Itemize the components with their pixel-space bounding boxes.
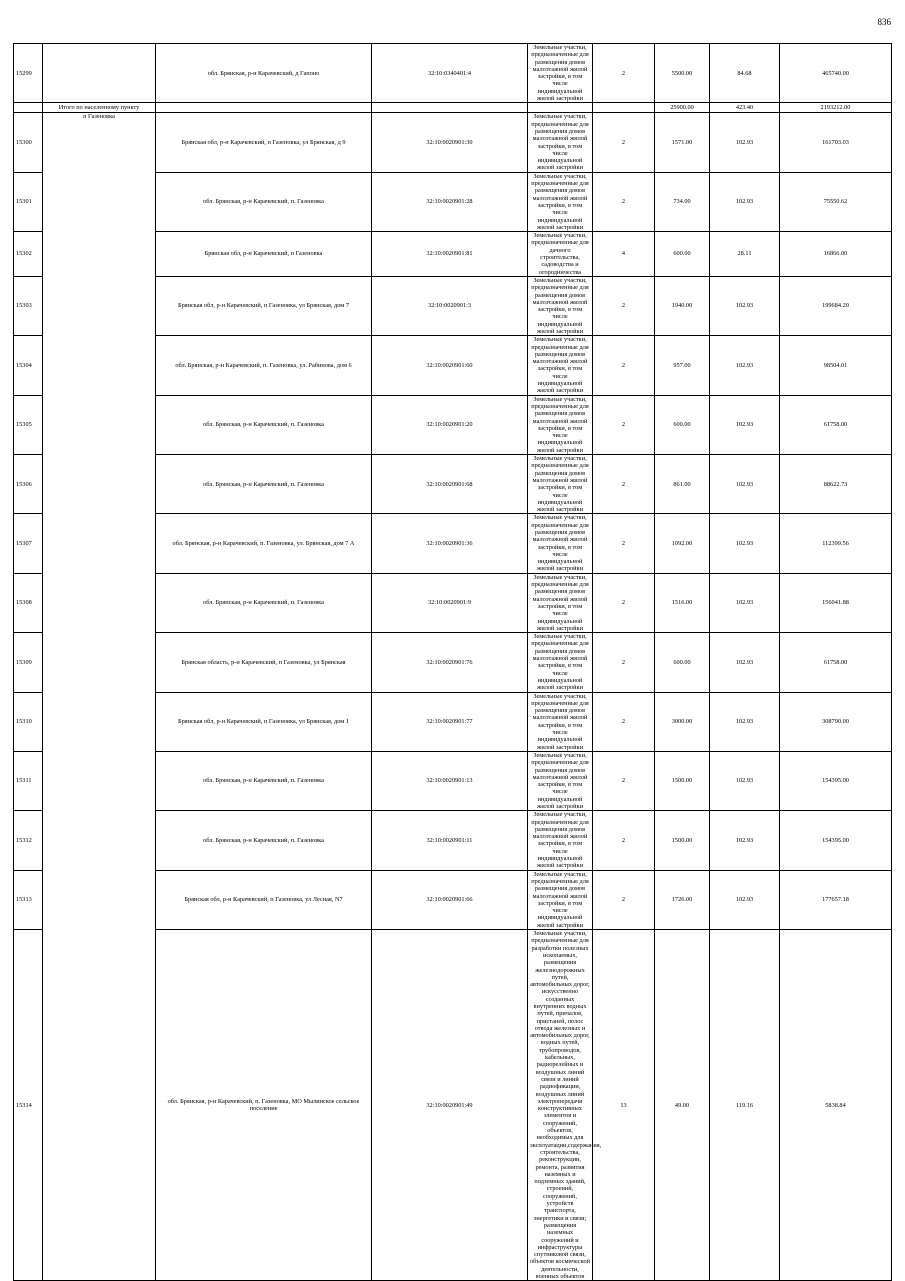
area-cell: 1516.00 [655,573,710,632]
address-cell: обл. Брянская, р-н Карачевский, п. Газеновка [156,751,372,810]
cadastral-number-cell: 32:10:0020901:20 [372,395,528,454]
row-number: 15314 [14,930,43,1281]
page-number: 836 [877,17,891,27]
land-use-cell: Земельные участки, предназначенные для размещения домов малоэтажной жилой застройки, в том числе индивидуальной жилой застройки [528,44,593,103]
area-cell: 600.00 [655,633,710,692]
area-cell: 734.00 [655,172,710,231]
group-cell: 2 [593,455,655,514]
address-cell: обл. Брянская, р-н Карачевский, п. Газеновка, ул. Рабинова, дом 6 [156,336,372,395]
address-cell: Брянская обл, р-н Карачевский, п Газеновка, ул Брянская, д 9 [156,113,372,172]
value-cell: 61758.00 [780,633,892,692]
address-cell: Брянская область, р-н Карачевский, п Газеновка, ул Брянская [156,633,372,692]
cadastral-number-cell: 32:10:0020901:81 [372,232,528,277]
land-use-cell: Земельные участки, предназначенные для размещения домов малоэтажной жилой застройки, в том числе индивидуальной жилой застройки [528,692,593,751]
cadastral-value-table [13,43,892,1281]
locality-cell [43,44,156,103]
area-cell: 861.00 [655,455,710,514]
rate-cell: 102.93 [710,573,780,632]
row-number: 15312 [14,811,43,870]
group-cell: 2 [593,870,655,929]
row-number: 15307 [14,514,43,573]
locality-label: п Газеновка [43,113,156,1281]
row-number: 15304 [14,336,43,395]
address-cell: обл. Брянская, р-н Карачевский, д Гапоно [156,44,372,103]
rate-cell: 102.93 [710,395,780,454]
area-cell: 1500.00 [655,811,710,870]
group-cell: 2 [593,276,655,335]
table-row [14,113,892,172]
address-cell: Брянская обл, р-н Карачевский, п Газеновка, ул Брянская, дом 7 [156,276,372,335]
total-area: 25900.00 [655,103,710,113]
group-cell: 2 [593,751,655,810]
total-spacer [14,103,43,113]
rate-cell: 119.16 [710,930,780,1281]
address-cell: обл. Брянская, р-н Карачевский, п. Газеновка [156,172,372,231]
land-use-cell: Земельные участки, предназначенные для размещения домов малоэтажной жилой застройки, в том числе индивидуальной жилой застройки [528,751,593,810]
value-cell: 308790.00 [780,692,892,751]
cadastral-number-cell: 32:10:0020901:30 [372,113,528,172]
row-number: 15308 [14,573,43,632]
land-use-cell: Земельные участки, предназначенные для разработки полезных ископаемых, размещения железнодорожных путей, автомобильных дорог, искусственно созданных внутренних водных путей, причалов, пристаней, полос отвода железных и автомобильных дорог, водных путей, трубопроводов, кабельных, радиорелейных и воздушных линий связи и линий радиофикации, воздушных линий электропередачи конструктивных элементов и сооружений, объектов, необходимых для эксплуатации,содержания, строительства, реконструкции, ремонта, развития наземных и подземных зданий, строений, сооружений, устройств транспорта, энергетики и связи; размещения наземных сооружений и инфраструктуры спутниковой связи, объектов космической деятельности, военных объектов [528,930,593,1281]
row-number: 15309 [14,633,43,692]
value-cell: 75550.62 [780,172,892,231]
cadastral-number-cell: 32:10:0020901:68 [372,455,528,514]
value-cell: 154395.00 [780,811,892,870]
row-number: 15299 [14,44,43,103]
value-cell: 112399.56 [780,514,892,573]
group-cell: 2 [593,514,655,573]
area-cell: 1092.00 [655,514,710,573]
value-cell: 154395.00 [780,751,892,810]
cadastral-number-cell: 32:10:0020901:66 [372,870,528,929]
group-cell: 2 [593,395,655,454]
value-cell: 88622.73 [780,455,892,514]
value-cell: 465740.00 [780,44,892,103]
land-use-cell: Земельные участки, предназначенные для размещения домов малоэтажной жилой застройки, в том числе индивидуальной жилой застройки [528,113,593,172]
group-cell: 2 [593,336,655,395]
rate-cell: 102.93 [710,692,780,751]
value-cell: 161703.03 [780,113,892,172]
cadastral-number-cell: 32:10:0020901:13 [372,751,528,810]
value-cell: 16866.00 [780,232,892,277]
cadastral-number-cell: 32:10:0020901:49 [372,930,528,1281]
area-cell: 957.00 [655,336,710,395]
rate-cell: 102.93 [710,633,780,692]
row-number: 15313 [14,870,43,929]
group-cell: 2 [593,172,655,231]
address-cell: Брянская обл, р-н Карачевский, п Газеновка, ул Брянская, дом 1 [156,692,372,751]
cadastral-number-cell: 32:10:0340401:4 [372,44,528,103]
row-number: 15300 [14,113,43,172]
address-cell: Брянская обл, р-н Карачевский, п Газеновка, ул Лесная, N7 [156,870,372,929]
area-cell: 49.00 [655,930,710,1281]
group-cell: 4 [593,232,655,277]
land-use-cell: Земельные участки, предназначенные для размещения домов малоэтажной жилой застройки, в том числе индивидуальной жилой застройки [528,172,593,231]
rate-cell: 102.93 [710,336,780,395]
total-empty [593,103,655,113]
total-row [14,103,892,113]
address-cell: обл. Брянская, р-н Карачевский, п. Газеновка [156,395,372,454]
land-use-cell: Земельные участки, предназначенные для размещения домов малоэтажной жилой застройки, в том числе индивидуальной жилой застройки [528,573,593,632]
total-empty [372,103,528,113]
rate-cell: 102.93 [710,514,780,573]
cadastral-number-cell: 32:10:0020901:28 [372,172,528,231]
land-use-cell: Земельные участки, предназначенные для размещения домов малоэтажной жилой застройки, в том числе индивидуальной жилой застройки [528,395,593,454]
row-number: 15302 [14,232,43,277]
row-number: 15303 [14,276,43,335]
row-number: 15310 [14,692,43,751]
rate-cell: 102.93 [710,870,780,929]
group-cell: 2 [593,633,655,692]
group-cell: 13 [593,930,655,1281]
address-cell: обл. Брянская, р-н Карачевский, п. Газеновка [156,573,372,632]
total-label: Итого по населенному пункту [43,103,156,113]
rate-cell: 102.93 [710,113,780,172]
address-cell: обл. Брянская, р-н Карачевский, п. Газеновка [156,455,372,514]
rate-cell: 102.93 [710,455,780,514]
area-cell: 1571.00 [655,113,710,172]
address-cell: обл. Брянская, р-н Карачевский, п. Газеновка [156,811,372,870]
value-cell: 5838.84 [780,930,892,1281]
land-use-cell: Земельные участки, предназначенные для дачного строительства, садоводства и огородничества [528,232,593,277]
area-cell: 1726.00 [655,870,710,929]
total-empty [528,103,593,113]
row-number: 15311 [14,751,43,810]
group-cell: 2 [593,811,655,870]
row-number: 15305 [14,395,43,454]
total-value: 2193212.00 [780,103,892,113]
group-cell: 2 [593,113,655,172]
rate-cell: 28.11 [710,232,780,277]
land-use-cell: Земельные участки, предназначенные для размещения домов малоэтажной жилой застройки, в том числе индивидуальной жилой застройки [528,336,593,395]
address-cell: обл. Брянская, р-н Карачевский, п. Газеновка, МО Мылинское сельское поселение [156,930,372,1281]
area-cell: 1500.00 [655,751,710,810]
address-cell: обл. Брянская, р-н Карачевский, п. Газеновка, ул. Брянская, дом 7 А [156,514,372,573]
area-cell: 1940.00 [655,276,710,335]
rate-cell: 102.93 [710,751,780,810]
group-cell: 2 [593,573,655,632]
land-use-cell: Земельные участки, предназначенные для размещения домов малоэтажной жилой застройки, в том числе индивидуальной жилой застройки [528,633,593,692]
rate-cell: 102.93 [710,172,780,231]
value-cell: 61758.00 [780,395,892,454]
group-cell: 2 [593,692,655,751]
value-cell: 177657.18 [780,870,892,929]
total-empty [156,103,372,113]
row-number: 15306 [14,455,43,514]
rate-cell: 102.93 [710,811,780,870]
address-cell: Брянская обл, р-н Карачевский, п Газеновка [156,232,372,277]
cadastral-number-cell: 32:10:0020901:11 [372,811,528,870]
cadastral-number-cell: 32:10:0020901:76 [372,633,528,692]
area-cell: 3000.00 [655,692,710,751]
value-cell: 98504.01 [780,336,892,395]
cadastral-number-cell: 32:10:0020901:3 [372,276,528,335]
rate-cell: 102.93 [710,276,780,335]
row-number: 15301 [14,172,43,231]
cadastral-number-cell: 32:10:0020901:60 [372,336,528,395]
cadastral-number-cell: 32:10:0020901:36 [372,514,528,573]
area-cell: 600.00 [655,395,710,454]
area-cell: 5500.00 [655,44,710,103]
value-cell: 199684.20 [780,276,892,335]
land-use-cell: Земельные участки, предназначенные для размещения домов малоэтажной жилой застройки, в том числе индивидуальной жилой застройки [528,870,593,929]
rate-cell: 84.68 [710,44,780,103]
land-use-cell: Земельные участки, предназначенные для размещения домов малоэтажной жилой застройки, в том числе индивидуальной жилой застройки [528,276,593,335]
cadastral-number-cell: 32:10:0020901:9 [372,573,528,632]
land-use-cell: Земельные участки, предназначенные для размещения домов малоэтажной жилой застройки, в том числе индивидуальной жилой застройки [528,811,593,870]
area-cell: 600.00 [655,232,710,277]
cadastral-number-cell: 32:10:0020901:77 [372,692,528,751]
total-rate: 423.40 [710,103,780,113]
land-use-cell: Земельные участки, предназначенные для размещения домов малоэтажной жилой застройки, в том числе индивидуальной жилой застройки [528,514,593,573]
land-use-cell: Земельные участки, предназначенные для размещения домов малоэтажной жилой застройки, в том числе индивидуальной жилой застройки [528,455,593,514]
group-cell: 2 [593,44,655,103]
value-cell: 156041.88 [780,573,892,632]
table-row [14,44,892,103]
